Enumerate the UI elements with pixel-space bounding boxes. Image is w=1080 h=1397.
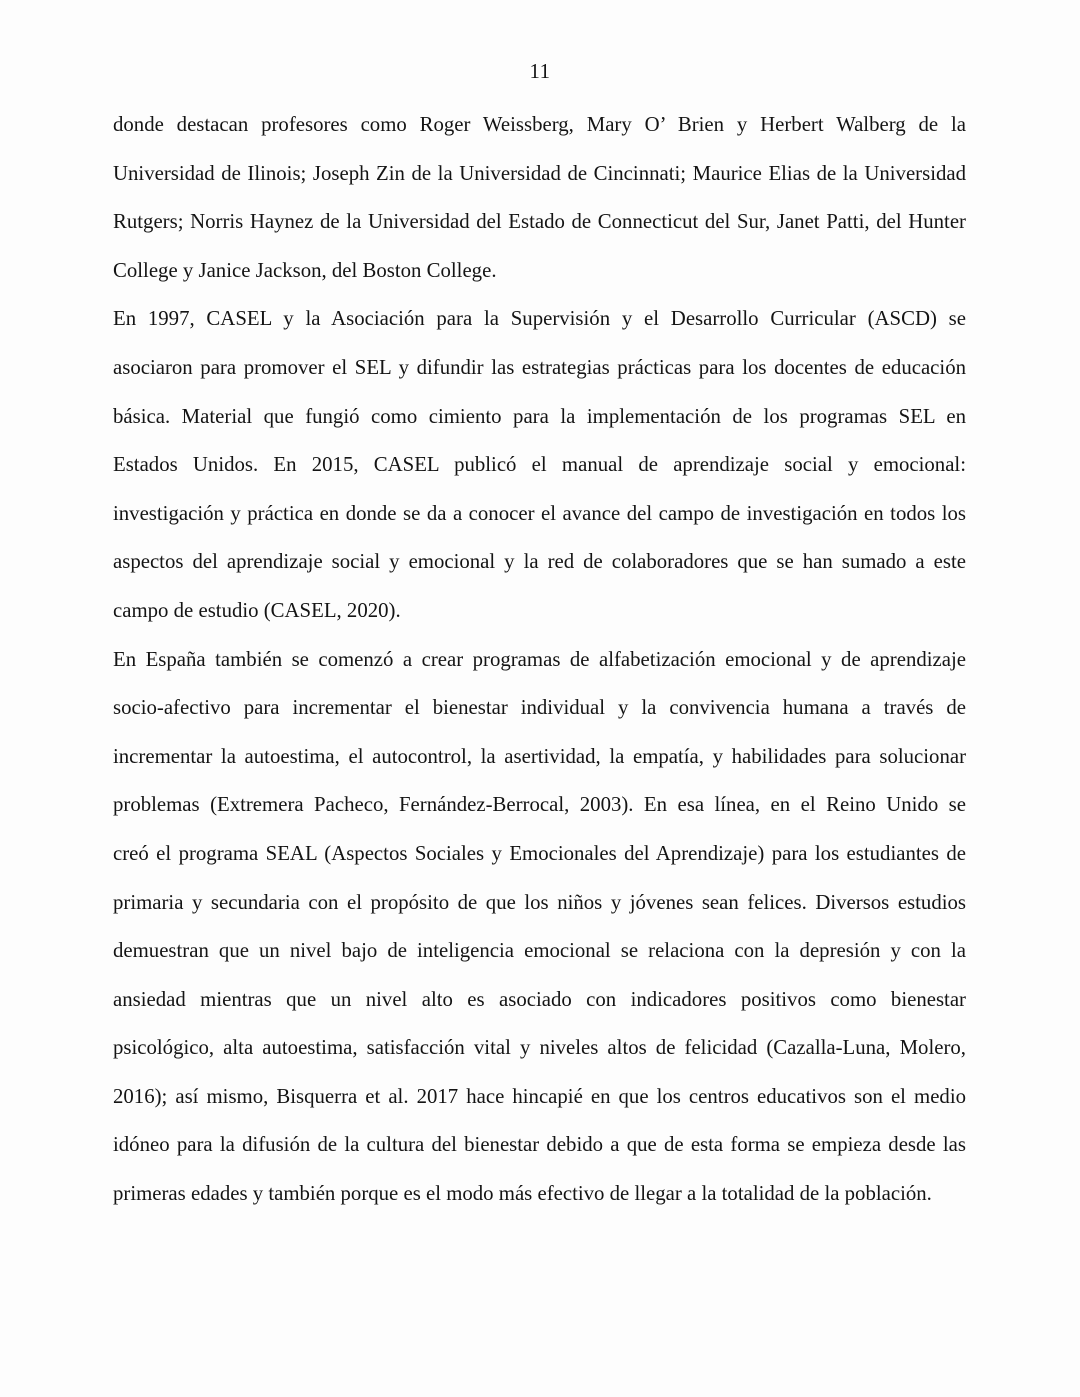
text-line: Universidad de Ilinois; Joseph Zin de la Universidad de Cincinnati; Maurice Elias de la Universidad <box>113 161 966 185</box>
text-line: campo de estudio (CASEL, 2020). <box>113 598 401 622</box>
page-number: 11 <box>529 60 551 83</box>
text-line: primaria y secundaria con el propósito de que los niños y jóvenes sean felices. Diversos estudios <box>113 890 966 914</box>
text-line: básica. Material que fungió como cimiento para la implementación de los programas SEL en <box>113 404 966 428</box>
text-line: psicológico, alta autoestima, satisfacción vital y niveles altos de felicidad (Cazalla-Luna, Molero, <box>113 1036 966 1060</box>
text-line: asociaron para promover el SEL y difundir las estrategias prácticas para los docentes de educación <box>113 355 966 379</box>
text-line: Rutgers; Norris Haynez de la Universidad del Estado de Connecticut del Sur, Janet Patti, del Hunter <box>113 210 966 234</box>
text-line: creó el programa SEAL (Aspectos Sociales y Emocionales del Aprendizaje) para los estudiantes de <box>113 841 966 865</box>
text-line: En España también se comenzó a crear programas de alfabetización emocional y de aprendizaje <box>113 647 966 671</box>
text-line: incrementar la autoestima, el autocontrol, la asertividad, la empatía, y habilidades para solucionar <box>113 744 966 768</box>
text-line: En 1997, CASEL y la Asociación para la Supervisión y el Desarrollo Curricular (ASCD) se <box>113 307 966 331</box>
text-line: donde destacan profesores como Roger Weissberg, Mary O’ Brien y Herbert Walberg de la <box>113 113 966 136</box>
text-line: ansiedad mientras que un nivel alto es asociado con indicadores positivos como bienestar <box>113 987 966 1011</box>
paragraph <box>113 636 966 1219</box>
text-line: primeras edades y también porque es el modo más efectivo de llegar a la totalidad de la población. <box>113 1182 932 1206</box>
text-line: demuestran que un nivel bajo de inteligencia emocional se relaciona con la depresión y con la <box>113 939 966 963</box>
text-line: College y Janice Jackson, del Boston College. <box>113 258 497 282</box>
text-line: problemas (Extremera Pacheco, Fernández-Berrocal, 2003). En esa línea, en el Reino Unido se <box>113 793 966 817</box>
text-line: idóneo para la difusión de la cultura del bienestar debido a que de esta forma se empieza desde las <box>113 1133 966 1157</box>
text-line: 2016); así mismo, Bisquerra et al. 2017 hace hincapié en que los centros educativos son el medio <box>113 1084 966 1108</box>
text-line: aspectos del aprendizaje social y emocional y la red de colaboradores que se han sumado a este <box>113 550 966 574</box>
text-line: socio-afectivo para incrementar el bienestar individual y la convivencia humana a través de <box>113 696 966 720</box>
paragraph <box>113 101 966 295</box>
paragraph <box>113 295 966 635</box>
document-text <box>113 101 966 1219</box>
page-header <box>0 0 1080 86</box>
text-line: investigación y práctica en donde se da a conocer el avance del campo de investigación en todos los <box>113 501 966 525</box>
text-line: Estados Unidos. En 2015, CASEL publicó el manual de aprendizaje social y emocional: <box>113 453 966 477</box>
